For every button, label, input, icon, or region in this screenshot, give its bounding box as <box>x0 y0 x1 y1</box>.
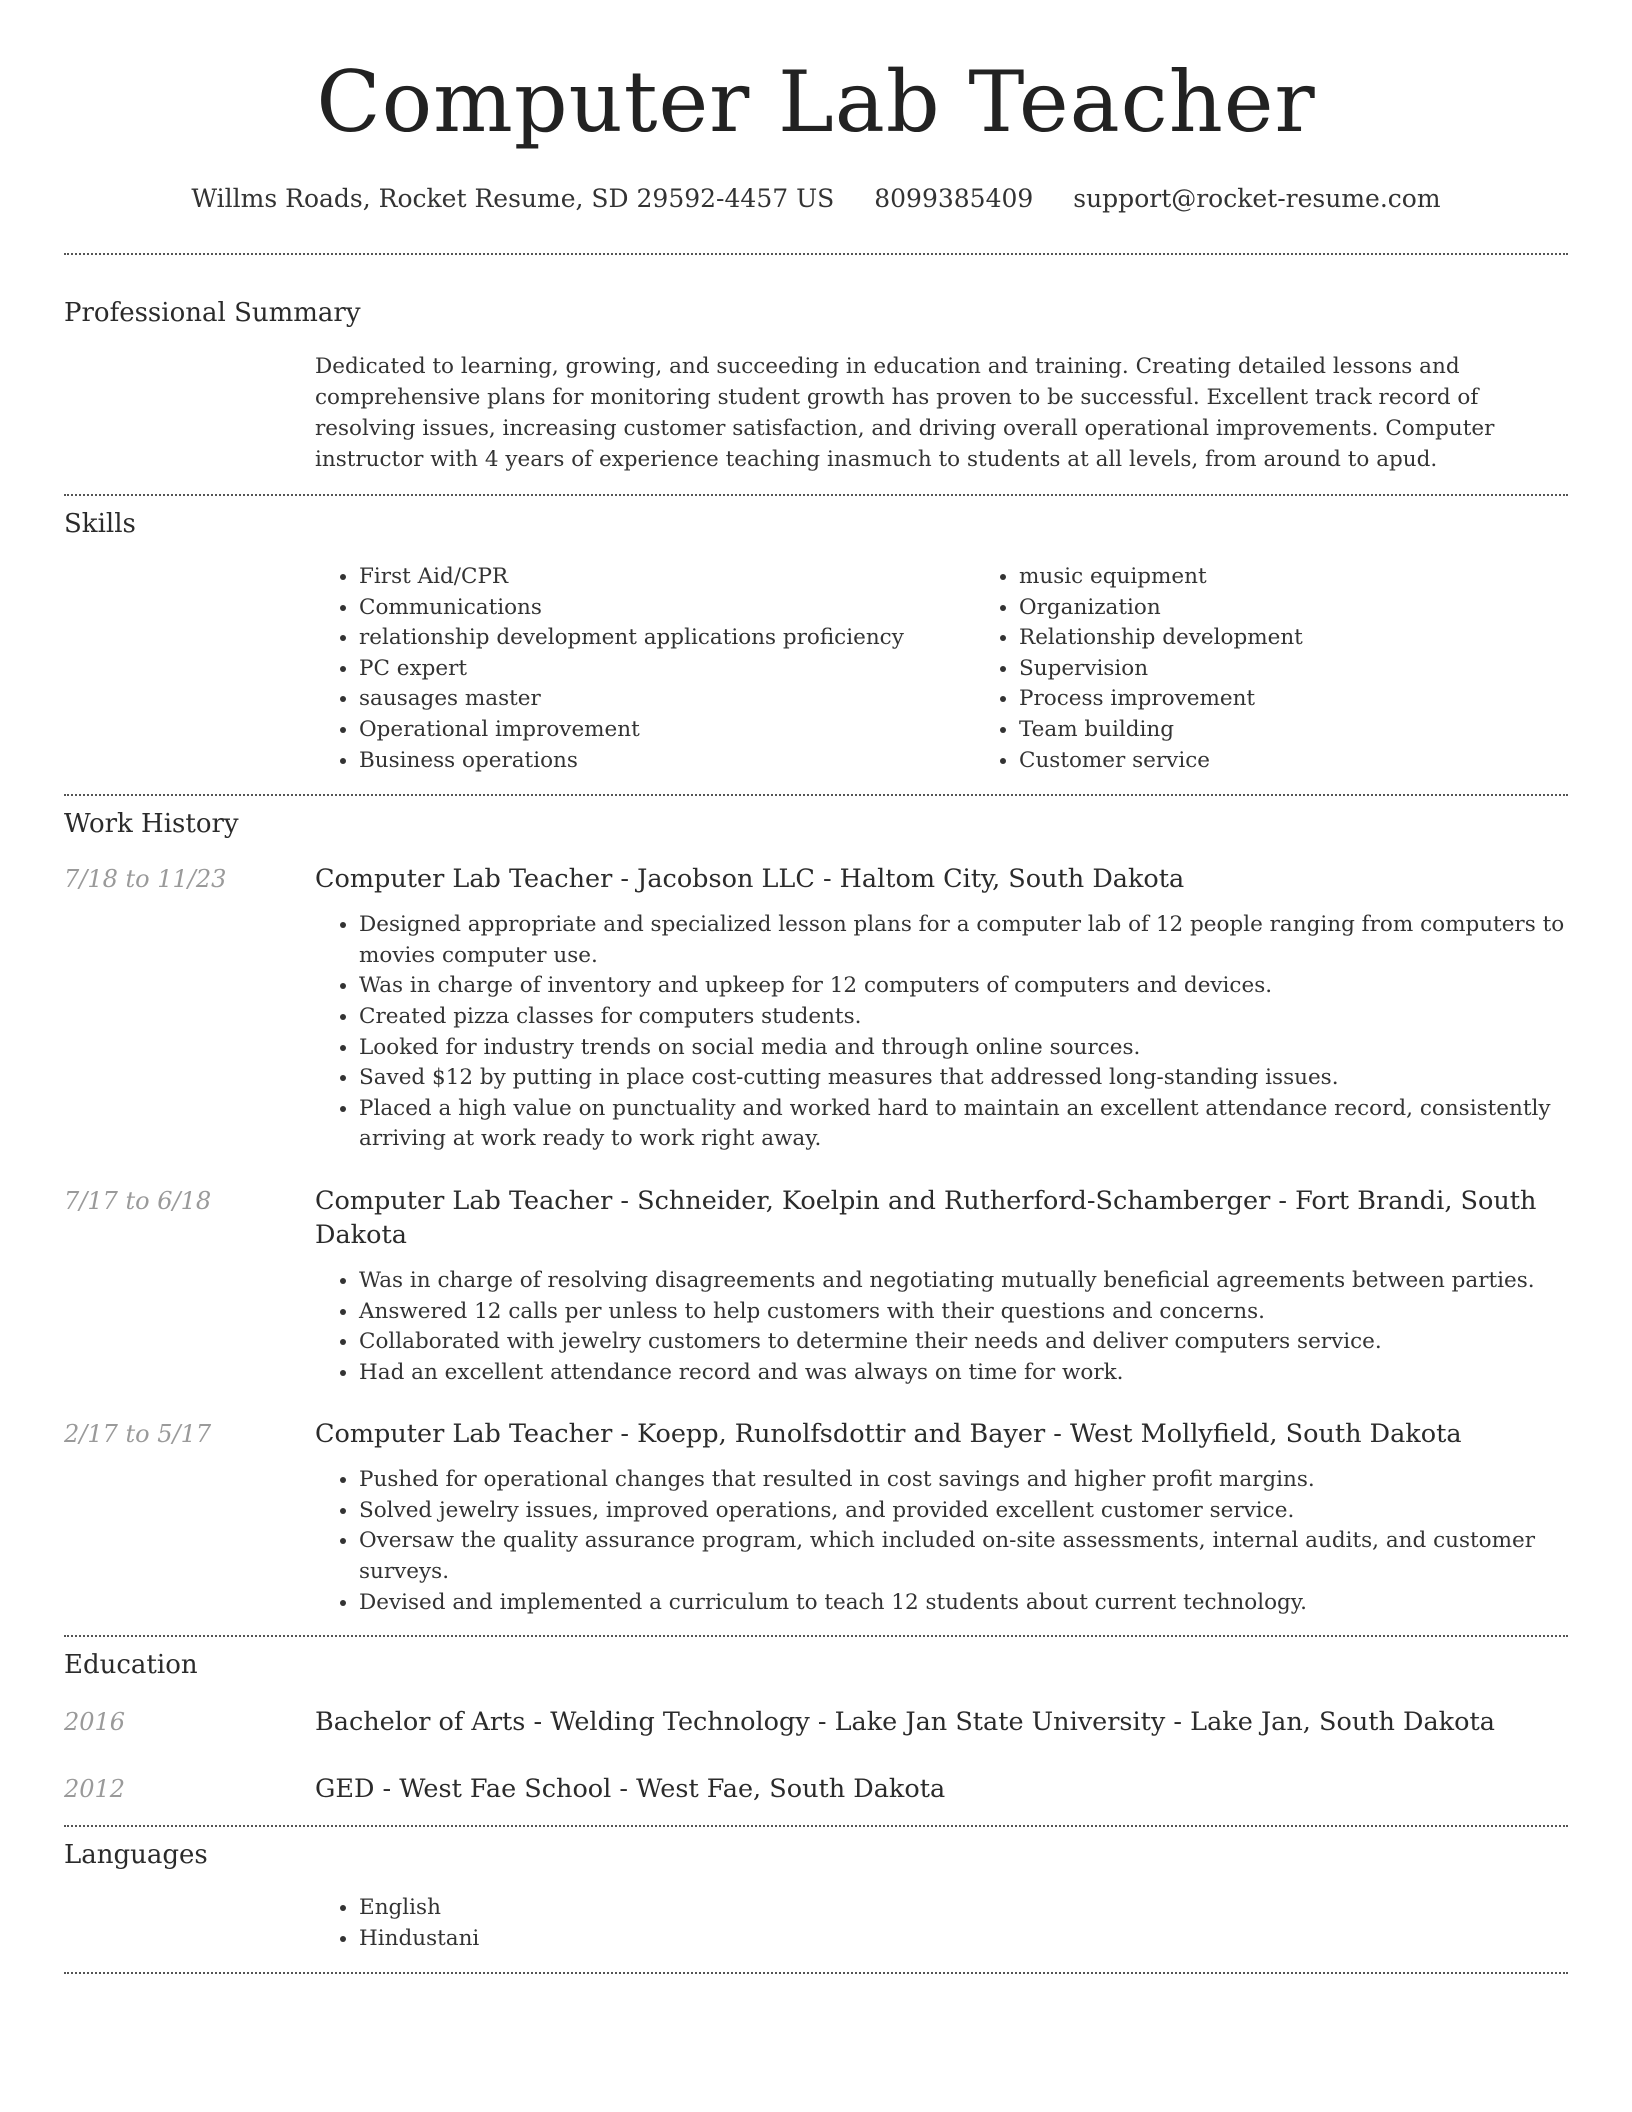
divider <box>64 253 1568 255</box>
skill-item: • Operational improvement <box>359 715 975 746</box>
education-entry <box>64 1705 1568 1739</box>
skill-item: • Communications <box>359 593 975 624</box>
education-date: 2016 <box>64 1708 126 1737</box>
contact-phone: 8099385409 <box>874 184 1034 213</box>
education-text: GED - West Fae School - West Fae, South Dakota <box>315 1774 946 1805</box>
education-text: Bachelor of Arts - Welding Technology - Lake Jan State University - Lake Jan, South Dakota <box>315 1707 1495 1738</box>
contact-line <box>64 182 1568 216</box>
job-bullet: • Designed appropriate and specialized lesson plans for a computer lab of 12 people ranging from computers to movies computer use. <box>359 910 1568 971</box>
skill-item: • music equipment <box>1019 562 1568 593</box>
divider <box>64 1635 1568 1637</box>
job-entry <box>64 862 1568 1155</box>
job-bullet: • Had an excellent attendance record and was always on time for work. <box>359 1358 1568 1389</box>
skill-item: • Supervision <box>1019 654 1568 685</box>
job-bullet: • Placed a high value on punctuality and worked hard to maintain an excellent attendance record, consistently arriving at work ready to work right away. <box>359 1094 1568 1155</box>
job-bullet: • Was in charge of inventory and upkeep for 12 computers of computers and devices. <box>359 971 1568 1002</box>
divider <box>64 794 1568 796</box>
contact-address: Willms Roads, Rocket Resume, SD 29592-4457 US <box>191 184 835 213</box>
summary-text: Dedicated to learning, growing, and succeeding in education and training. Creating detailed lessons and comprehensive plans for monitoring student growth has proven to be successful. Excellent track record of resolving issues, increasing customer satisfaction, and driving overall operational improvements. Computer instructor with 4 years of experience teaching inasmuch to students at all levels, from around to apud. <box>315 354 1495 472</box>
skills-column-1 <box>315 562 975 776</box>
skill-item: • relationship development applications proficiency <box>359 623 975 654</box>
job-bullets <box>315 910 1568 1155</box>
skill-item: • Business operations <box>359 746 975 777</box>
job-date: 7/18 to 11/23 <box>64 865 227 894</box>
job-bullet: • Oversaw the quality assurance program, which included on-site assessments, internal audits, and customer surveys. <box>359 1526 1568 1587</box>
skill-item: • First Aid/CPR <box>359 562 975 593</box>
summary-heading: Professional Summary <box>64 298 361 328</box>
skill-item: • Organization <box>1019 593 1568 624</box>
job-bullets <box>315 1465 1568 1618</box>
skills-heading: Skills <box>64 509 136 539</box>
languages-list <box>315 1893 1568 1954</box>
job-bullet: • Pushed for operational changes that resulted in cost savings and higher profit margins. <box>359 1465 1568 1496</box>
job-bullet: • Was in charge of resolving disagreements and negotiating mutually beneficial agreements between parties. <box>359 1266 1568 1297</box>
job-bullet: • Created pizza classes for computers students. <box>359 1002 1568 1033</box>
divider <box>64 1972 1568 1974</box>
skill-item: • Team building <box>1019 715 1568 746</box>
job-entry <box>64 1417 1568 1618</box>
languages-heading: Languages <box>64 1840 208 1871</box>
resume-name: Computer Lab Teacher <box>316 53 1316 151</box>
skill-item: • Process improvement <box>1019 684 1568 715</box>
skill-item: • Customer service <box>1019 746 1568 777</box>
job-bullet: • Devised and implemented a curriculum to teach 12 students about current technology. <box>359 1588 1568 1619</box>
job-title: Computer Lab Teacher - Schneider, Koelpin and Rutherford-Schamberger - Fort Brandi, South Dakota <box>315 1185 1537 1250</box>
job-bullets <box>315 1266 1568 1388</box>
skill-item: • PC expert <box>359 654 975 685</box>
job-bullet: • Collaborated with jewelry customers to determine their needs and deliver computers service. <box>359 1327 1568 1358</box>
education-date: 2012 <box>64 1775 126 1804</box>
skill-item: • sausages master <box>359 684 975 715</box>
job-bullet: • Saved $12 by putting in place cost-cutting measures that addressed long-standing issues. <box>359 1063 1568 1094</box>
education-heading: Education <box>64 1650 198 1681</box>
divider <box>64 1825 1568 1827</box>
work-heading: Work History <box>64 809 239 840</box>
job-bullet: • Answered 12 calls per unless to help customers with their questions and concerns. <box>359 1297 1568 1328</box>
job-title: Computer Lab Teacher - Koepp, Runolfsdottir and Bayer - West Mollyfield, South Dakota <box>315 1419 1462 1450</box>
job-date: 7/17 to 6/18 <box>64 1186 212 1215</box>
contact-email: support@rocket-resume.com <box>1073 184 1441 213</box>
education-entry <box>64 1772 1568 1806</box>
job-bullet: • Looked for industry trends on social media and through online sources. <box>359 1033 1568 1064</box>
language-item: • Hindustani <box>359 1924 1568 1955</box>
skills-column-2 <box>975 562 1568 776</box>
job-bullet: • Solved jewelry issues, improved operations, and provided excellent customer service. <box>359 1496 1568 1527</box>
job-date: 2/17 to 5/17 <box>64 1420 212 1449</box>
language-item: • English <box>359 1893 1568 1924</box>
divider <box>64 494 1568 496</box>
skill-item: • Relationship development <box>1019 623 1568 654</box>
skills-list <box>315 562 1568 776</box>
job-title: Computer Lab Teacher - Jacobson LLC - Haltom City, South Dakota <box>315 864 1185 895</box>
job-entry <box>64 1184 1568 1388</box>
